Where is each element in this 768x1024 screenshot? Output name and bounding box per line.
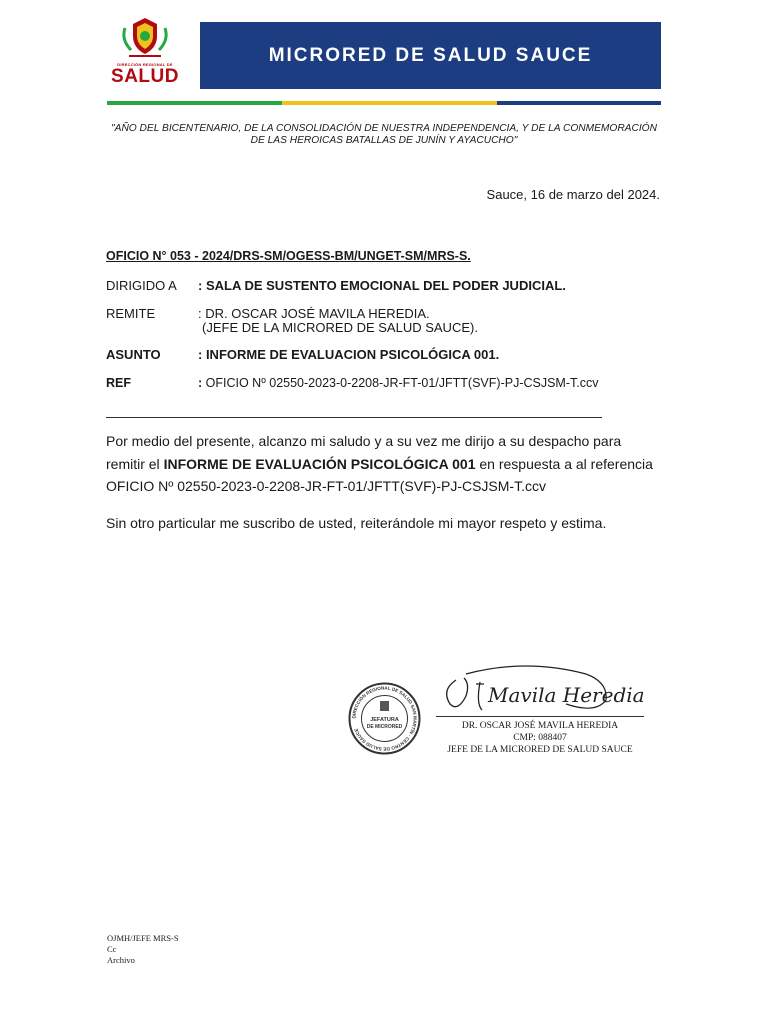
body-p1-post: en respuesta a al referencia OFICIO Nº 02550-2023-0-2208-JR-FT-01/JFTT(SVF)-PJ-CSJSM-T.ccv (106, 455, 653, 494)
body-p1-bold: INFORME DE EVALUACIÓN PSICOLÓGICA 001 (163, 455, 476, 472)
remite-label: REMITE (106, 306, 156, 321)
seal-center-line2: DE MICRORED (366, 724, 403, 730)
ref-value-wrap (198, 376, 598, 390)
handwritten-signature (436, 660, 645, 720)
logo-caption: SALUD (111, 66, 179, 87)
stripe-blue (497, 101, 661, 105)
signer-name: DR. OSCAR JOSÉ MAVILA HEREDIA (461, 721, 619, 731)
footer-archive: Archivo (107, 955, 135, 965)
asunto-value: : INFORME DE EVALUACION PSICOLÓGICA 001. (198, 347, 500, 362)
oficio-number: OFICIO N° 053 - 2024/DRS-SM/OGESS-BM/UNGET-SM/MRS-S. (106, 249, 471, 263)
separator-line (106, 417, 602, 418)
banner-title: MICRORED DE SALUD SAUCE (268, 44, 593, 66)
remite-value-line1: : DR. OSCAR JOSÉ MAVILA HEREDIA. (198, 306, 430, 321)
seal-center-line1: JEFATURA (370, 717, 399, 723)
year-motto: "AÑO DEL BICENTENARIO, DE LA CONSOLIDACIÓN DE NUESTRA INDEPENDENCIA, Y DE LA CONMEMORACIÓN DE LAS HEROICAS BATALLAS DE JUNÍN Y AYACUCHO" (111, 123, 657, 146)
signature-script: Mavila Heredia (488, 683, 645, 707)
body-p1-pre: Por medio del presente, alcanzo mi saludo y a su vez me dirijo a su despacho para remitir el (106, 433, 622, 472)
ref-colon: : (198, 376, 203, 390)
seal-ring-text: DIRECCIÓN REGIONAL DE SALUD SAN MARTÍN · CENTRO DE SALUD SAUCE (351, 685, 418, 752)
body-paragraph-1 (106, 430, 662, 498)
remite-value-line2: (JEFE DE LA MICRORED DE SALUD SAUCE). (202, 320, 478, 335)
signer-role: JEFE DE LA MICRORED DE SALUD SAUCE (447, 745, 633, 755)
footer-initials: OJMH/JEFE MRS-S (107, 933, 179, 943)
signer-cmp: CMP: 088407 (513, 733, 567, 743)
asunto-label: ASUNTO (106, 347, 161, 362)
body-paragraph-2: Sin otro particular me suscribo de usted, reiterándole mi mayor respeto y estima. (106, 515, 607, 531)
logo-caption-small: DIRECCIÓN REGIONAL DE (117, 62, 173, 67)
dirigido-value: : SALA DE SUSTENTO EMOCIONAL DEL PODER JUDICIAL. (198, 278, 566, 293)
stripe-green (107, 101, 282, 105)
signature-line (436, 716, 644, 717)
header-banner (200, 22, 661, 89)
dirigido-label: DIRIGIDO A (106, 278, 177, 293)
stripe-yellow (282, 101, 497, 105)
ref-label: REF (106, 376, 131, 390)
footer-cc: Cc (107, 944, 117, 954)
letter-date: Sauce, 16 de marzo del 2024. (486, 187, 660, 202)
ref-value: OFICIO Nº 02550-2023-0-2208-JR-FT-01/JFTT(SVF)-PJ-CSJSM-T.ccv (202, 376, 599, 390)
official-seal (347, 681, 422, 756)
